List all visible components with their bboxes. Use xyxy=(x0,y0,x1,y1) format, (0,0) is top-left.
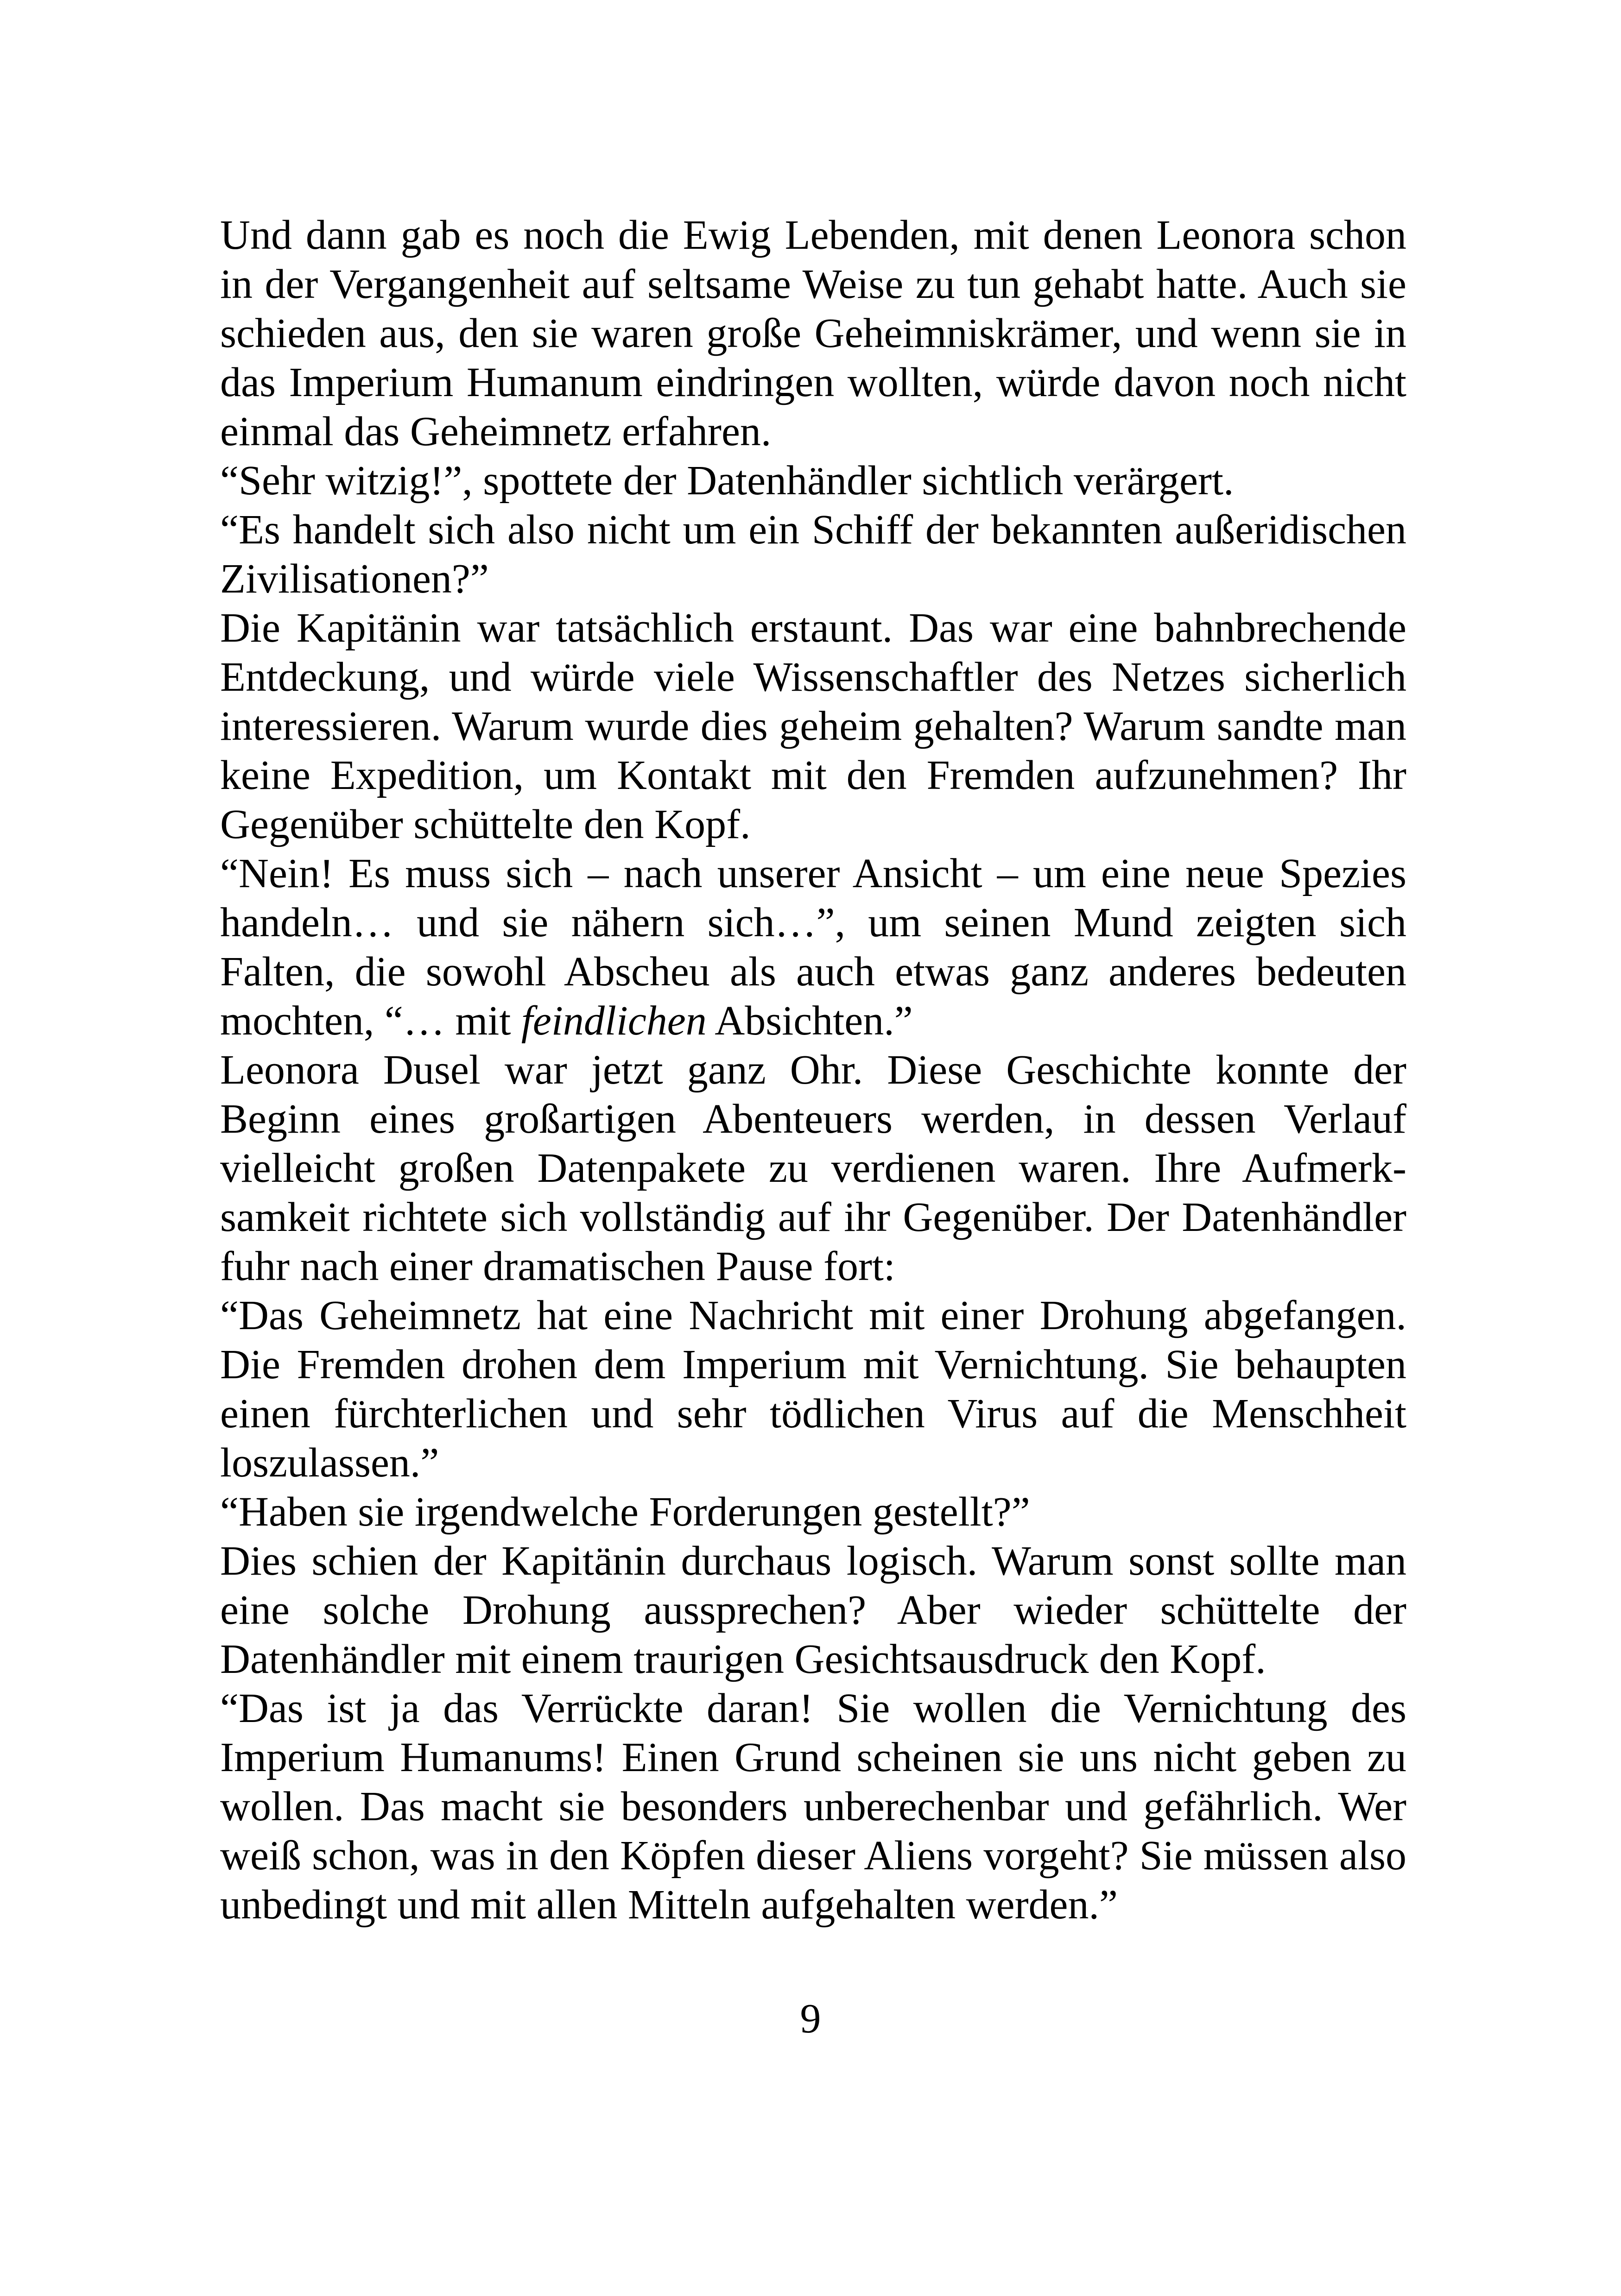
paragraph-text-before: “Nein! Es muss sich – nach unserer Ansicht – um eine neue Spezies handeln… und sie nähern sich…”, um seinen Mund zeigten sich Falten, die sowohl Abscheu als auch etwas ganz anderes bedeuten mochten, “… mit xyxy=(220,851,1406,1044)
paragraph: Und dann gab es noch die Ewig Lebenden, mit denen Leonora schon in der Vergangenheit auf seltsame Weise zu tun gehabt hatte. Auch sie schieden aus, den sie waren große Geheimniskrämer, und wenn sie in das Imperium Humanum eindringen wollten, würde davon noch nicht einmal das Geheimnetz erfahren. xyxy=(220,212,1406,454)
paragraph: Leonora Dusel war jetzt ganz Ohr. Diese Geschichte konnte der Beginn eines großartigen Abenteuers werden, in dessen Verlauf vielleicht großen Datenpakete zu verdienen waren. Ihre Aufmerksamkeit richtete sich vollständig auf ihr Gegenüber. Der Datenhändler fuhr nach einer dramatischen Pause fort: xyxy=(220,1047,1406,1289)
page-number: 9 xyxy=(800,1996,821,2042)
paragraph: “Das ist ja das Verrückte daran! Sie wollen die Vernichtung des Imperium Humanums! Einen Grund scheinen sie uns nicht geben zu wollen. Das macht sie besonders unberechenbar und gefährlich. Wer weiß schon, was in den Köpfen dieser Aliens vorgeht? Sie müssen also unbedingt und mit allen Mitteln aufgehalten werden.” xyxy=(220,1685,1406,1928)
paragraph xyxy=(220,849,1406,1046)
paragraph: Dies schien der Kapitänin durchaus logisch. Warum sonst sollte man eine solche Drohung aussprechen? Aber wieder schüttelte der Datenhändler mit einem traurigen Gesichtsausdruck den Kopf. xyxy=(220,1538,1406,1682)
body-text xyxy=(220,211,1406,1930)
paragraph-italic-word: feindlichen xyxy=(521,998,707,1044)
paragraph: “Das Geheimnetz hat eine Nachricht mit einer Drohung abgefangen. Die Fremden drohen dem Imperium mit Vernichtung. Sie behaupten einen fürchterlichen und sehr tödlichen Virus auf die Menschheit loszulassen.” xyxy=(220,1293,1406,1486)
paragraph: “Es handelt sich also nicht um ein Schiff der bekannten außeridischen Zivilisationen?” xyxy=(220,507,1406,602)
paragraph: Die Kapitänin war tatsächlich erstaunt. Das war eine bahnbrechende Entdeckung, und würde viele Wissenschaftler des Netzes sicherlich interessieren. Warum wurde dies geheim gehalten? Warum sandte man keine Expedition, um Kontakt mit den Fremden aufzunehmen? Ihr Gegenüber schüttelte den Kopf. xyxy=(220,605,1406,847)
paragraph: “Sehr witzig!”, spottete der Datenhändler sichtlich verärgert. xyxy=(220,458,1234,504)
paragraph: “Haben sie irgendwelche Forderungen gestellt?” xyxy=(220,1489,1030,1535)
paragraph-text-after: Absichten.” xyxy=(706,998,913,1044)
